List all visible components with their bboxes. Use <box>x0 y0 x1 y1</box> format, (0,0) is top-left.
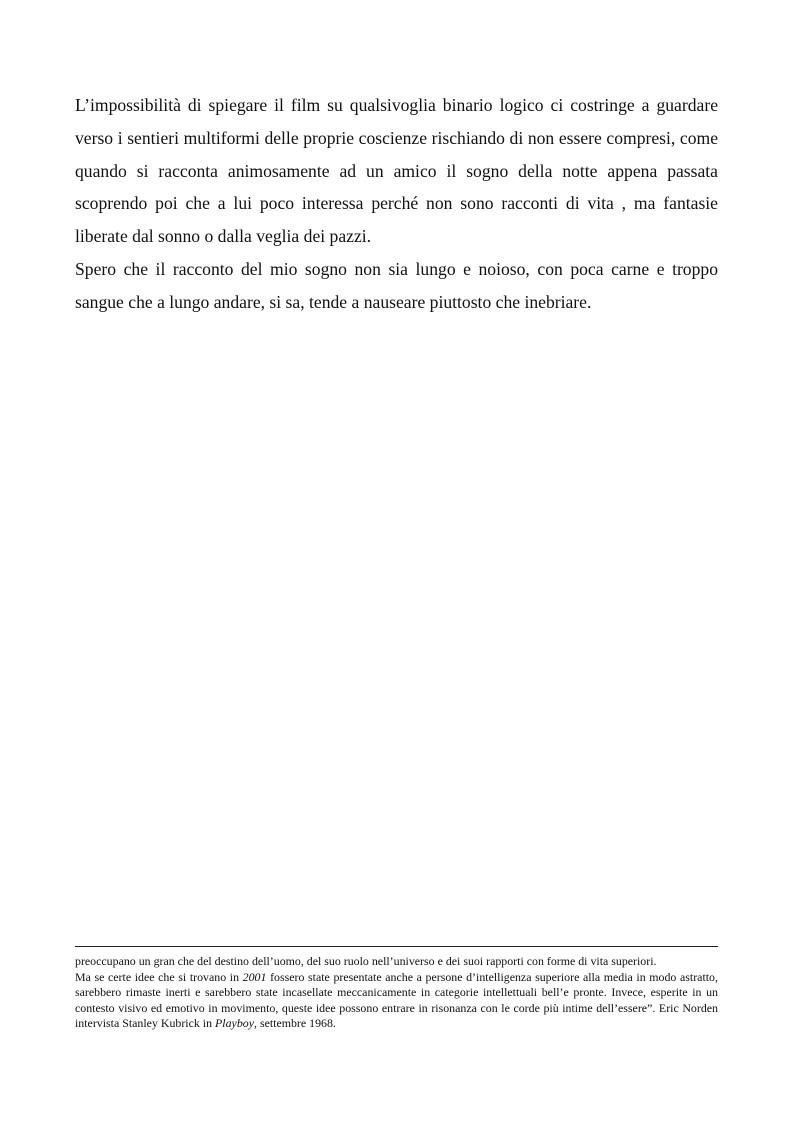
footnote-separator <box>75 946 718 947</box>
footnote-quote-part-2: fossero state presentate anche a persone d’intelligenza superiore alla media in modo astratto, sarebbero rimaste inerti e sarebbero state incasellate meccanicamente in categorie intellettuali bell’e pronte. Invece, esperite in un contesto visivo ed emotivo in movimento, queste idee possono entrare in risonanza con le corde più intime dell’essere”. Eric Norden intervista Stanley Kubrick in <box>75 969 718 1030</box>
body-text <box>75 89 718 319</box>
footnote <box>75 954 718 1032</box>
footnote-quote <box>75 970 718 1032</box>
footnote-film-title: 2001 <box>242 969 267 984</box>
footnote-quote-part-3: , settembre 1968. <box>254 1016 336 1030</box>
body-paragraph-2: Spero che il racconto del mio sogno non sia lungo e noioso, con poca carne e troppo sangue che a lungo andare, si sa, tende a nauseare piuttosto che inebriare. <box>75 258 718 312</box>
body-paragraph-1: L’impossibilità di spiegare il film su qualsivoglia binario logico ci costringe a guardare verso i sentieri multiformi delle proprie coscienze rischiando di non essere compresi, come quando si racconta animosamente ad un amico il sogno della notte appena passata scoprendo poi che a lui poco interessa perché non sono racconti di vita , ma fantasie liberate dal sonno o dalla veglia dei pazzi. <box>75 95 718 247</box>
footnote-magazine-title: Playboy <box>215 1016 254 1030</box>
footnote-continuation: preoccupano un gran che del destino dell’uomo, del suo ruolo nell’universo e dei suoi rapporti con forme di vita superiori. <box>75 954 657 968</box>
footnote-quote-part-1: Ma se certe idee che si trovano in <box>75 969 240 984</box>
